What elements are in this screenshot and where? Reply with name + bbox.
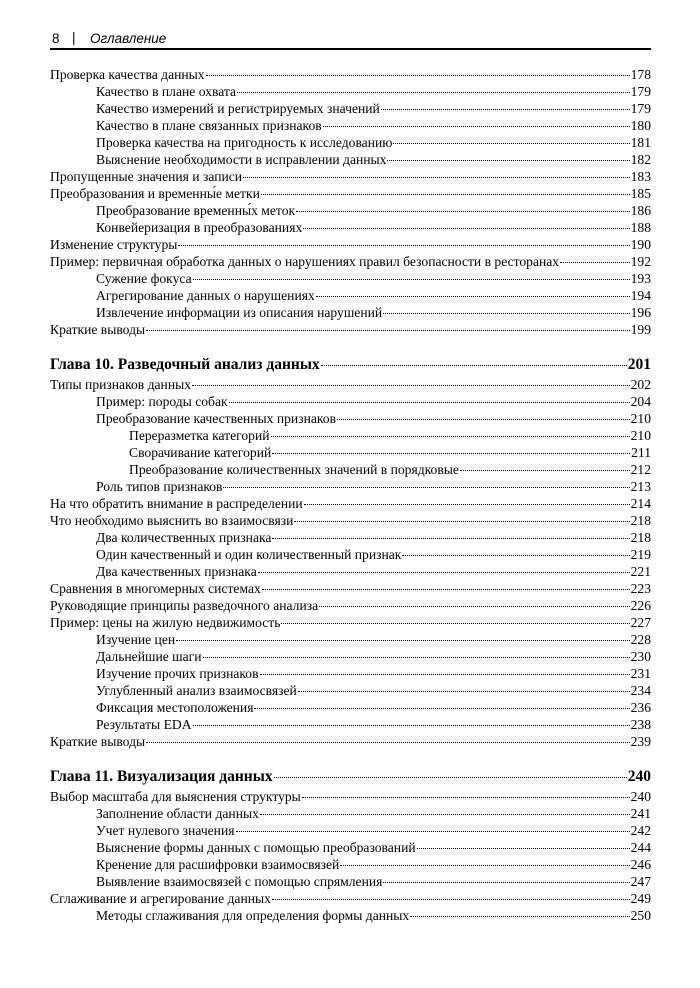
toc-chapter-entry[interactable] <box>50 766 651 788</box>
toc-entry[interactable] <box>50 117 651 134</box>
toc-entry-page: 182 <box>630 152 651 167</box>
toc-entry-title: Что необходимо выяснить во взаимосвязи <box>50 513 294 528</box>
toc-entry-title: Преобразование временны́х меток <box>96 203 296 218</box>
dot-leader <box>417 848 630 849</box>
toc-entry[interactable] <box>50 444 651 461</box>
dot-leader <box>460 470 630 471</box>
dot-leader <box>303 228 629 229</box>
toc-entry[interactable] <box>50 202 651 219</box>
dot-leader <box>410 916 629 917</box>
dot-leader <box>237 92 630 93</box>
toc-entry-page: 183 <box>630 169 651 184</box>
toc-entry[interactable] <box>50 805 651 822</box>
toc-entry[interactable] <box>50 185 651 202</box>
dot-leader <box>393 143 629 144</box>
toc-entry-page: 199 <box>630 322 651 337</box>
toc-entry-page: 179 <box>630 84 651 99</box>
dot-leader <box>402 555 629 556</box>
toc-entry-title: Выяснение необходимости в исправлении данных <box>96 152 387 167</box>
toc-entry-page: 239 <box>630 734 651 749</box>
toc-entry-page: 218 <box>630 530 651 545</box>
dot-leader <box>272 899 630 900</box>
toc-entry-title: Два качественных признака <box>96 564 257 579</box>
toc-entry[interactable] <box>50 733 651 750</box>
page-number: 8 <box>52 31 60 46</box>
toc-entry[interactable] <box>50 890 651 907</box>
toc-entry[interactable] <box>50 219 651 236</box>
toc-entry-title: Качество в плане охвата <box>96 84 237 99</box>
toc-entry-title: Методы сглаживания для определения формы данных <box>96 908 410 923</box>
toc-entry[interactable] <box>50 410 651 427</box>
dot-leader <box>340 865 629 866</box>
toc-entry[interactable] <box>50 614 651 631</box>
toc-entry[interactable] <box>50 304 651 321</box>
toc-entry-page: 188 <box>630 220 651 235</box>
toc-entry-title: Фиксация местоположения <box>96 700 254 715</box>
toc-entry-title: Учет нулевого значения <box>96 823 235 838</box>
toc-entry[interactable] <box>50 873 651 890</box>
toc-entry-title: Качество измерений и регистрируемых значений <box>96 101 380 116</box>
dot-leader <box>302 797 630 798</box>
toc-entry-page: 242 <box>630 823 651 838</box>
toc-entry-title: Проверка качества данных <box>50 67 205 82</box>
dot-leader <box>321 365 627 366</box>
toc-entry-page: 186 <box>630 203 651 218</box>
toc-entry-title: Один качественный и один количественный признак <box>96 547 402 562</box>
toc-entry-title: Результаты EDA <box>96 717 192 732</box>
dot-leader <box>298 691 630 692</box>
toc-entry-title: Изменение структуры <box>50 237 178 252</box>
toc-entry-page: 196 <box>630 305 651 320</box>
toc-entry-title: Выявление взаимосвязей с помощью спрямления <box>96 874 383 889</box>
toc-entry-page: 210 <box>630 428 651 443</box>
toc-entry-title: Преобразование качественных признаков <box>96 411 337 426</box>
dot-leader <box>260 674 630 675</box>
toc-entry-page: 204 <box>630 394 651 409</box>
dot-leader <box>262 589 630 590</box>
toc-entry-title: Сглаживание и агрегирование данных <box>50 891 271 906</box>
toc-entry-page: 249 <box>630 891 651 906</box>
toc-entry-title: Проверка качества на пригодность к исследованию <box>96 135 393 150</box>
toc-entry-page: 244 <box>630 840 651 855</box>
toc-entry-page: 231 <box>630 666 651 681</box>
toc-entry-page: 210 <box>630 411 651 426</box>
toc-entry-title: Преобразования и временны́е метки <box>50 186 260 201</box>
dot-leader <box>258 572 630 573</box>
toc-entry[interactable] <box>50 100 651 117</box>
toc-entry-title: Типы признаков данных <box>50 377 192 392</box>
toc-entry[interactable] <box>50 427 651 444</box>
toc-entry-title: Выбор масштаба для выяснения структуры <box>50 789 301 804</box>
header-rule <box>50 48 651 50</box>
dot-leader <box>261 194 630 195</box>
toc-entry-page: 240 <box>630 789 651 804</box>
toc-entry-page: 212 <box>630 462 651 477</box>
toc-entry-title: Руководящие принципы разведочного анализа <box>50 598 319 613</box>
toc-entry-title: Краткие выводы <box>50 734 146 749</box>
dot-leader <box>272 538 629 539</box>
toc-entry[interactable] <box>50 151 651 168</box>
dot-leader <box>337 419 630 420</box>
toc-entry-page: 221 <box>630 564 651 579</box>
toc-entry-page: 219 <box>630 547 651 562</box>
toc-entry-page: 227 <box>630 615 651 630</box>
toc-entry-title: Кренение для расшифровки взаимосвязей <box>96 857 340 872</box>
toc-entry[interactable] <box>50 699 651 716</box>
toc-entry-title: Извлечение информации из описания нарушений <box>96 305 383 320</box>
dot-leader <box>243 177 630 178</box>
toc-entry[interactable] <box>50 546 651 563</box>
toc-entry-title: Переразметка категорий <box>129 428 270 443</box>
toc-entry-title: Глава 10. Разведочный анализ данных <box>50 356 320 373</box>
toc-entry-page: 228 <box>630 632 651 647</box>
toc-entry-page: 179 <box>630 101 651 116</box>
toc-entry[interactable] <box>50 512 651 529</box>
toc-entry-title: Качество в плане связанных признаков <box>96 118 322 133</box>
dot-leader <box>274 777 627 778</box>
toc-entry-title: Пример: первичная обработка данных о нарушениях правил безопасности в ресторанах <box>50 254 560 269</box>
toc-entry-title: Сворачивание категорий <box>129 445 272 460</box>
dot-leader <box>281 623 629 624</box>
toc-entry-page: 246 <box>630 857 651 872</box>
toc-entry-title: Сужение фокуса <box>96 271 192 286</box>
toc-entry-page: 250 <box>630 908 651 923</box>
toc-entry[interactable] <box>50 597 651 614</box>
toc-entry[interactable] <box>50 665 651 682</box>
dot-leader <box>260 814 630 815</box>
toc-entry[interactable] <box>50 287 651 304</box>
dot-leader <box>383 882 629 883</box>
toc-entry-page: 230 <box>630 649 651 664</box>
toc-entry-page: 178 <box>630 67 651 82</box>
toc-entry[interactable] <box>50 563 651 580</box>
dot-leader <box>146 742 629 743</box>
dot-leader <box>254 708 629 709</box>
toc-entry[interactable] <box>50 321 651 338</box>
toc-entry-page: 226 <box>630 598 651 613</box>
toc-entry[interactable] <box>50 631 651 648</box>
toc-entry-page: 181 <box>630 135 651 150</box>
toc-entry[interactable] <box>50 376 651 393</box>
dot-leader <box>383 313 629 314</box>
toc-entry-page: 193 <box>630 271 651 286</box>
dot-leader <box>178 245 629 246</box>
toc-entry[interactable] <box>50 495 651 512</box>
toc-entry[interactable] <box>50 83 651 100</box>
toc-entry-title: Пример: породы собак <box>96 394 228 409</box>
dot-leader <box>206 75 630 76</box>
toc-entry-title: На что обратить внимание в распределении <box>50 496 303 511</box>
dot-leader <box>319 606 629 607</box>
toc-entry[interactable] <box>50 168 651 185</box>
toc-entry-title: Два количественных признака <box>96 530 272 545</box>
dot-leader <box>560 262 630 263</box>
toc-entry[interactable] <box>50 716 651 733</box>
toc-entry[interactable] <box>50 682 651 699</box>
toc-entry-title: Сравнения в многомерных системах <box>50 581 261 596</box>
dot-leader <box>294 521 629 522</box>
toc-entry[interactable] <box>50 580 651 597</box>
toc-entry[interactable] <box>50 529 651 546</box>
dot-leader <box>193 725 630 726</box>
toc-entry[interactable] <box>50 134 651 151</box>
toc-entry-title: Краткие выводы <box>50 322 146 337</box>
toc-entry-title: Пропущенные значения и записи <box>50 169 243 184</box>
header-title: Оглавление <box>90 31 167 46</box>
toc-entry-title: Углубленный анализ взаимосвязей <box>96 683 297 698</box>
dot-leader <box>272 453 630 454</box>
dot-leader <box>296 211 630 212</box>
toc-entry[interactable] <box>50 856 651 873</box>
toc-entry-title: Преобразование количественных значений в порядковые <box>129 462 459 477</box>
toc-entry[interactable] <box>50 236 651 253</box>
dot-leader <box>316 296 630 297</box>
toc-entry-page: 247 <box>630 874 651 889</box>
toc-entry-page: 194 <box>630 288 651 303</box>
running-header <box>50 29 650 49</box>
toc-entry-title: Выяснение формы данных с помощью преобразований <box>96 840 416 855</box>
toc-entry[interactable] <box>50 461 651 478</box>
dot-leader <box>176 640 629 641</box>
toc-entry[interactable] <box>50 253 651 270</box>
toc-entry[interactable] <box>50 788 651 805</box>
toc-entry-page: 190 <box>630 237 651 252</box>
dot-leader <box>229 402 630 403</box>
toc-entry-page: 185 <box>630 186 651 201</box>
toc-entry-page: 213 <box>630 479 651 494</box>
dot-leader <box>304 504 630 505</box>
toc-entry-title: Агрегирование данных о нарушениях <box>96 288 315 303</box>
toc-entry-page: 202 <box>630 377 651 392</box>
dot-leader <box>236 831 630 832</box>
dot-leader <box>193 279 630 280</box>
toc-entry-page: 214 <box>630 496 651 511</box>
dot-leader <box>203 657 630 658</box>
toc-entry-page: 180 <box>630 118 651 133</box>
dot-leader <box>381 109 630 110</box>
dot-leader <box>192 385 630 386</box>
dot-leader <box>223 487 629 488</box>
toc-entry-page: 236 <box>630 700 651 715</box>
toc-entry-title: Дальнейшие шаги <box>96 649 202 664</box>
dot-leader <box>271 436 630 437</box>
toc-entry[interactable] <box>50 393 651 410</box>
table-of-contents <box>50 66 651 924</box>
toc-entry-title: Изучение цен <box>96 632 176 647</box>
header-separator: | <box>72 30 76 45</box>
toc-entry[interactable] <box>50 648 651 665</box>
toc-entry-page: 223 <box>630 581 651 596</box>
toc-chapter-entry[interactable] <box>50 354 651 376</box>
toc-entry-page: 218 <box>630 513 651 528</box>
toc-entry-page: 238 <box>630 717 651 732</box>
toc-entry[interactable] <box>50 839 651 856</box>
toc-entry-title: Изучение прочих признаков <box>96 666 259 681</box>
toc-entry-page: 201 <box>627 356 651 373</box>
toc-entry-title: Конвейеризация в преобразованиях <box>96 220 303 235</box>
toc-entry[interactable] <box>50 822 651 839</box>
toc-entry-title: Роль типов признаков <box>96 479 223 494</box>
toc-entry-title: Заполнение области данных <box>96 806 259 821</box>
toc-entry[interactable] <box>50 478 651 495</box>
dot-leader <box>387 160 629 161</box>
dot-leader <box>146 330 629 331</box>
toc-entry-page: 240 <box>627 768 651 785</box>
toc-entry-title: Пример: цены на жилую недвижимость <box>50 615 281 630</box>
toc-entry[interactable] <box>50 270 651 287</box>
toc-entry[interactable] <box>50 907 651 924</box>
toc-entry-title: Глава 11. Визуализация данных <box>50 768 273 785</box>
dot-leader <box>323 126 630 127</box>
toc-entry-page: 211 <box>631 445 651 460</box>
toc-entry[interactable] <box>50 66 651 83</box>
toc-entry-page: 192 <box>630 254 651 269</box>
toc-entry-page: 234 <box>630 683 651 698</box>
toc-entry-page: 241 <box>630 806 651 821</box>
